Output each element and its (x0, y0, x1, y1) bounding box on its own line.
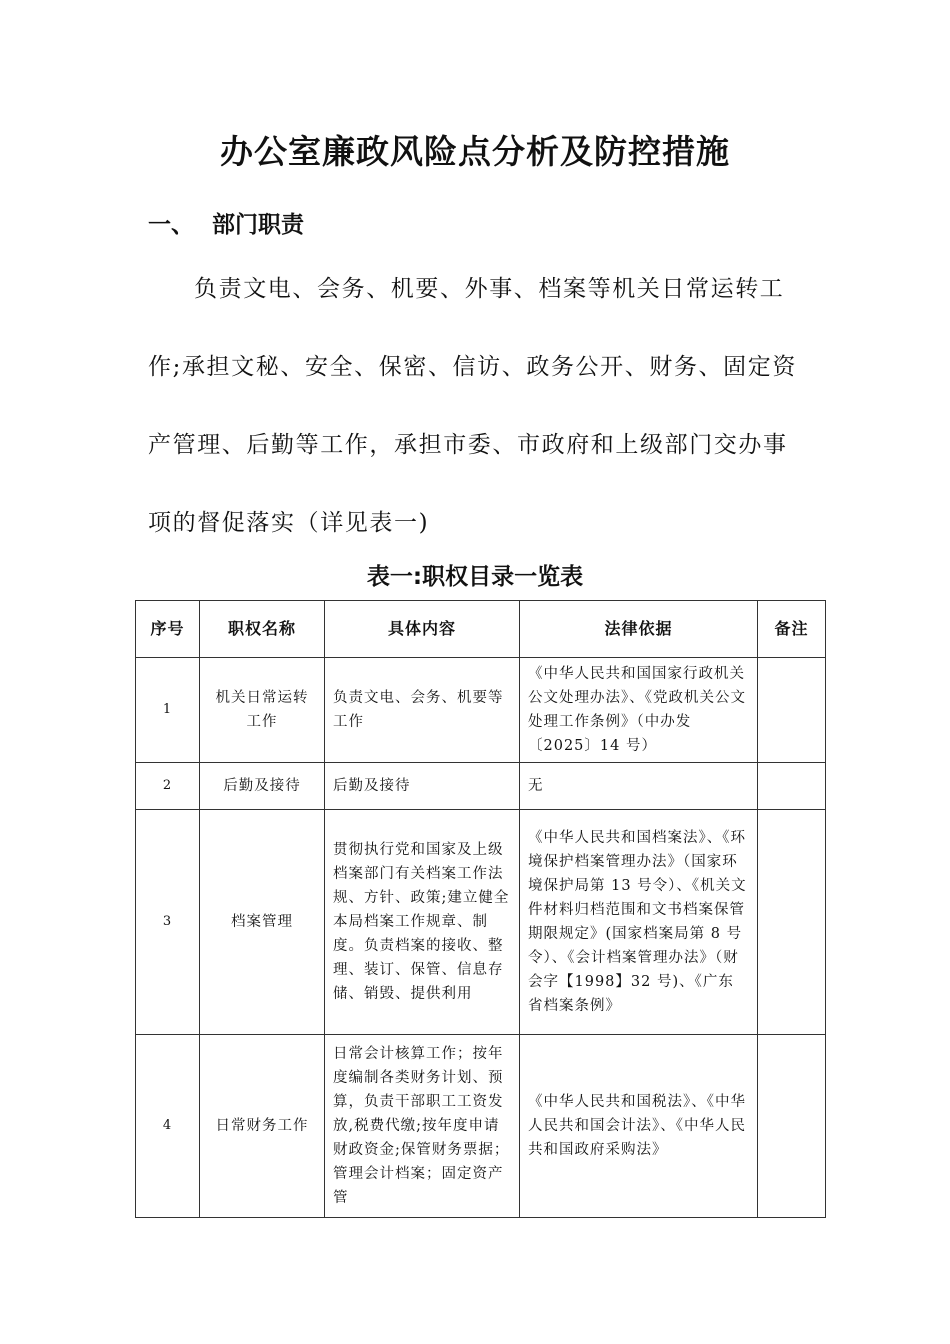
cell-content: 日常会计核算工作；按年度编制各类财务计划、预算，负责干部职工工资发放,税费代缴;按年度申请财政资金;保管财务票据；管理会计档案；固定资产管 (325, 1035, 520, 1218)
cell-note (758, 810, 826, 1035)
cell-content: 贯彻执行党和国家及上级档案部门有关档案工作法规、方针、政策;建立健全本局档案工作规章、制度。负责档案的接收、整理、装订、保管、信息存储、销毁、提供利用 (325, 810, 520, 1035)
section-title: 部门职责 (212, 212, 304, 238)
cell-no: 2 (136, 763, 200, 810)
document-title: 办公室廉政风险点分析及防控措施 (220, 132, 730, 171)
cell-no: 4 (136, 1035, 200, 1218)
cell-name: 机关日常运转工作 (200, 658, 325, 763)
cell-basis: 无 (520, 763, 758, 810)
cell-name: 档案管理 (200, 810, 325, 1035)
cell-no: 1 (136, 658, 200, 763)
cell-note (758, 1035, 826, 1218)
header-content: 具体内容 (325, 601, 520, 658)
section-number: 一、 (148, 212, 194, 238)
section-heading (148, 206, 304, 239)
table-row (136, 1035, 826, 1218)
cell-note (758, 763, 826, 810)
table-header-row (136, 601, 826, 658)
table-row (136, 658, 826, 763)
duty-table (135, 600, 826, 1218)
cell-basis: 《中华人民共和国档案法》、《环境保护档案管理办法》（国家环境保护局第 13 号令）、《机关文件材料归档范围和文书档案保管期限规定》(国家档案局第 8 号令）、《会计档案管理办法》（财会字【1998】32 号)、《广东省档案条例》 (520, 810, 758, 1035)
header-basis: 法律依据 (520, 601, 758, 658)
cell-content: 负责文电、会务、机要等工作 (325, 658, 520, 763)
header-no: 序号 (136, 601, 200, 658)
table-caption: 表一:职权目录一览表 (366, 564, 584, 590)
header-name: 职权名称 (200, 601, 325, 658)
cell-basis: 《中华人民共和国国家行政机关公文处理办法》、《党政机关公文处理工作条例》（中办发〔2025〕14 号） (520, 658, 758, 763)
cell-basis: 《中华人民共和国税法》、《中华人民共和国会计法》、《中华人民共和国政府采购法》 (520, 1035, 758, 1218)
cell-name: 日常财务工作 (200, 1035, 325, 1218)
table-row (136, 810, 826, 1035)
header-note: 备注 (758, 601, 826, 658)
cell-content: 后勤及接待 (325, 763, 520, 810)
cell-no: 3 (136, 810, 200, 1035)
duty-paragraph: 负责文电、会务、机要、外事、档案等机关日常运转工作;承担文秘、安全、保密、信访、政务公开、财务、固定资产管理、后勤等工作，承担市委、市政府和上级部门交办事项的督促落实（详见表一) (148, 276, 797, 536)
table-row (136, 763, 826, 810)
cell-note (758, 658, 826, 763)
cell-name: 后勤及接待 (200, 763, 325, 810)
